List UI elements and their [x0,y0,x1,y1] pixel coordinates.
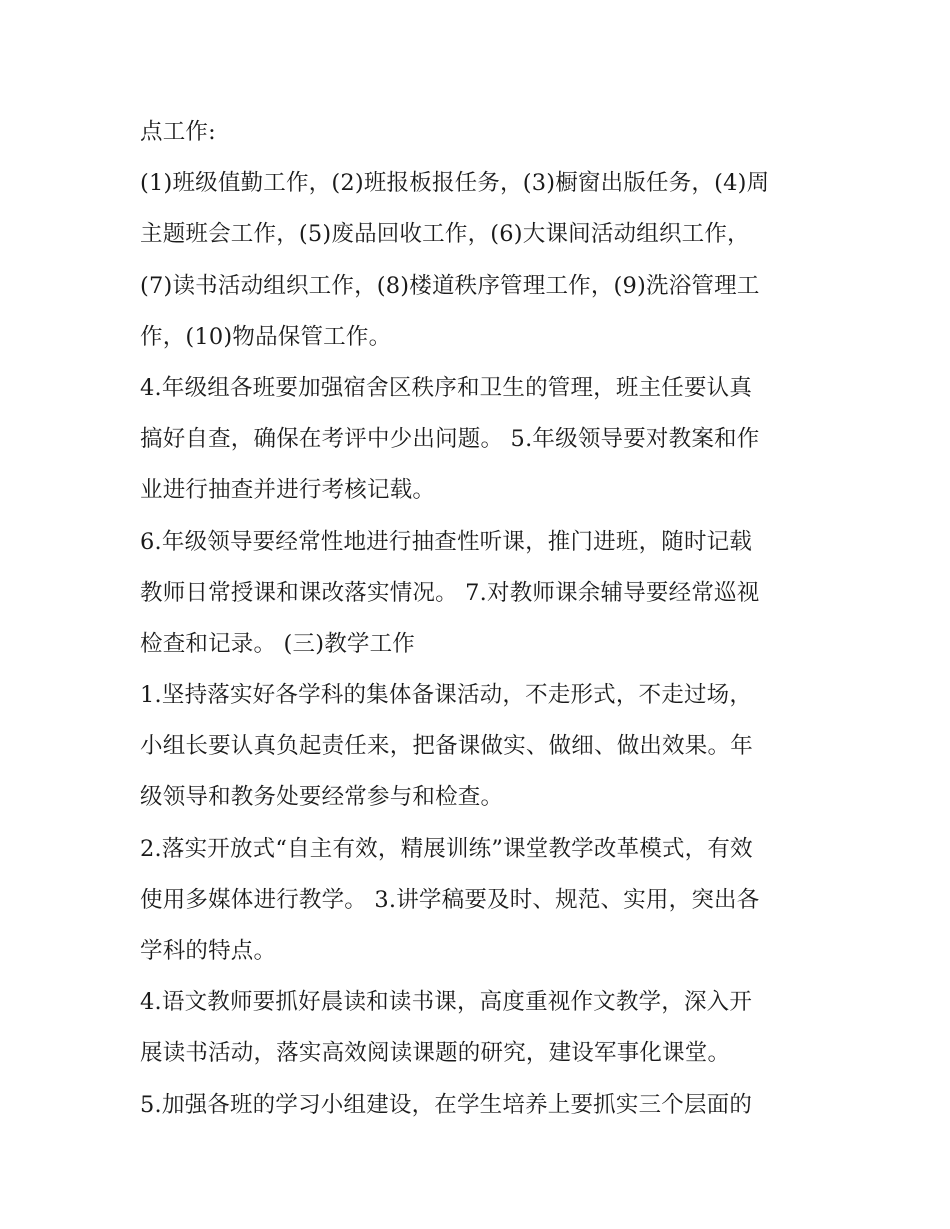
text-line: 展读书活动，落实高效阅读课题的研究，建设军事化课堂。 [140,1040,731,1067]
text-line: 点工作: [140,119,216,145]
text-line: 作，(10)物品保管工作。 [140,323,392,350]
text-line: 级领导和教务处要经常参与和检查。 [140,784,504,811]
text-line: 主题班会工作，(5)废品回收工作，(6)大课间活动组织工作， [140,221,750,248]
text-line: 检查和记录。 (三)教学工作 [140,630,416,657]
text-line: 2.落实开放式“自主有效，精展训练”课堂教学改革模式，有效 [140,835,753,862]
text-line: 搞好自查，确保在考评中少出问题。 5.年级领导要对教案和作 [140,426,760,453]
text-line: 6.年级领导要经常性地进行抽查性听课，推门进班，随时记载 [140,528,753,555]
text-line: 4.语文教师要抓好晨读和读书课，高度重视作文教学，深入开 [140,989,753,1016]
text-line: 1.坚持落实好各学科的集体备课活动，不走形式，不走过场， [140,682,753,709]
text-line: 使用多媒体进行教学。 3.讲学稿要及时、规范、实用，突出各 [140,886,760,913]
text-line: (1)班级值勤工作，(2)班报板报任务，(3)橱窗出版任务，(4)周 [140,170,770,197]
document-body [140,107,820,1131]
text-line: (7)读书活动组织工作，(8)楼道秩序管理工作，(9)洗浴管理工 [140,272,760,299]
text-line: 教师日常授课和课改落实情况。 7.对教师课余辅导要经常巡视 [140,579,760,606]
text-line: 学科的特点。 [140,938,277,964]
text-line: 业进行抽查并进行考核记载。 [140,477,436,504]
text-line: 4.年级组各班要加强宿舍区秩序和卫生的管理，班主任要认真 [140,374,753,401]
text-line: 5.加强各班的学习小组建设，在学生培养上要抓实三个层面的 [140,1091,753,1118]
text-line: 小组长要认真负起责任来，把备课做实、做细、做出效果。年 [140,733,753,760]
